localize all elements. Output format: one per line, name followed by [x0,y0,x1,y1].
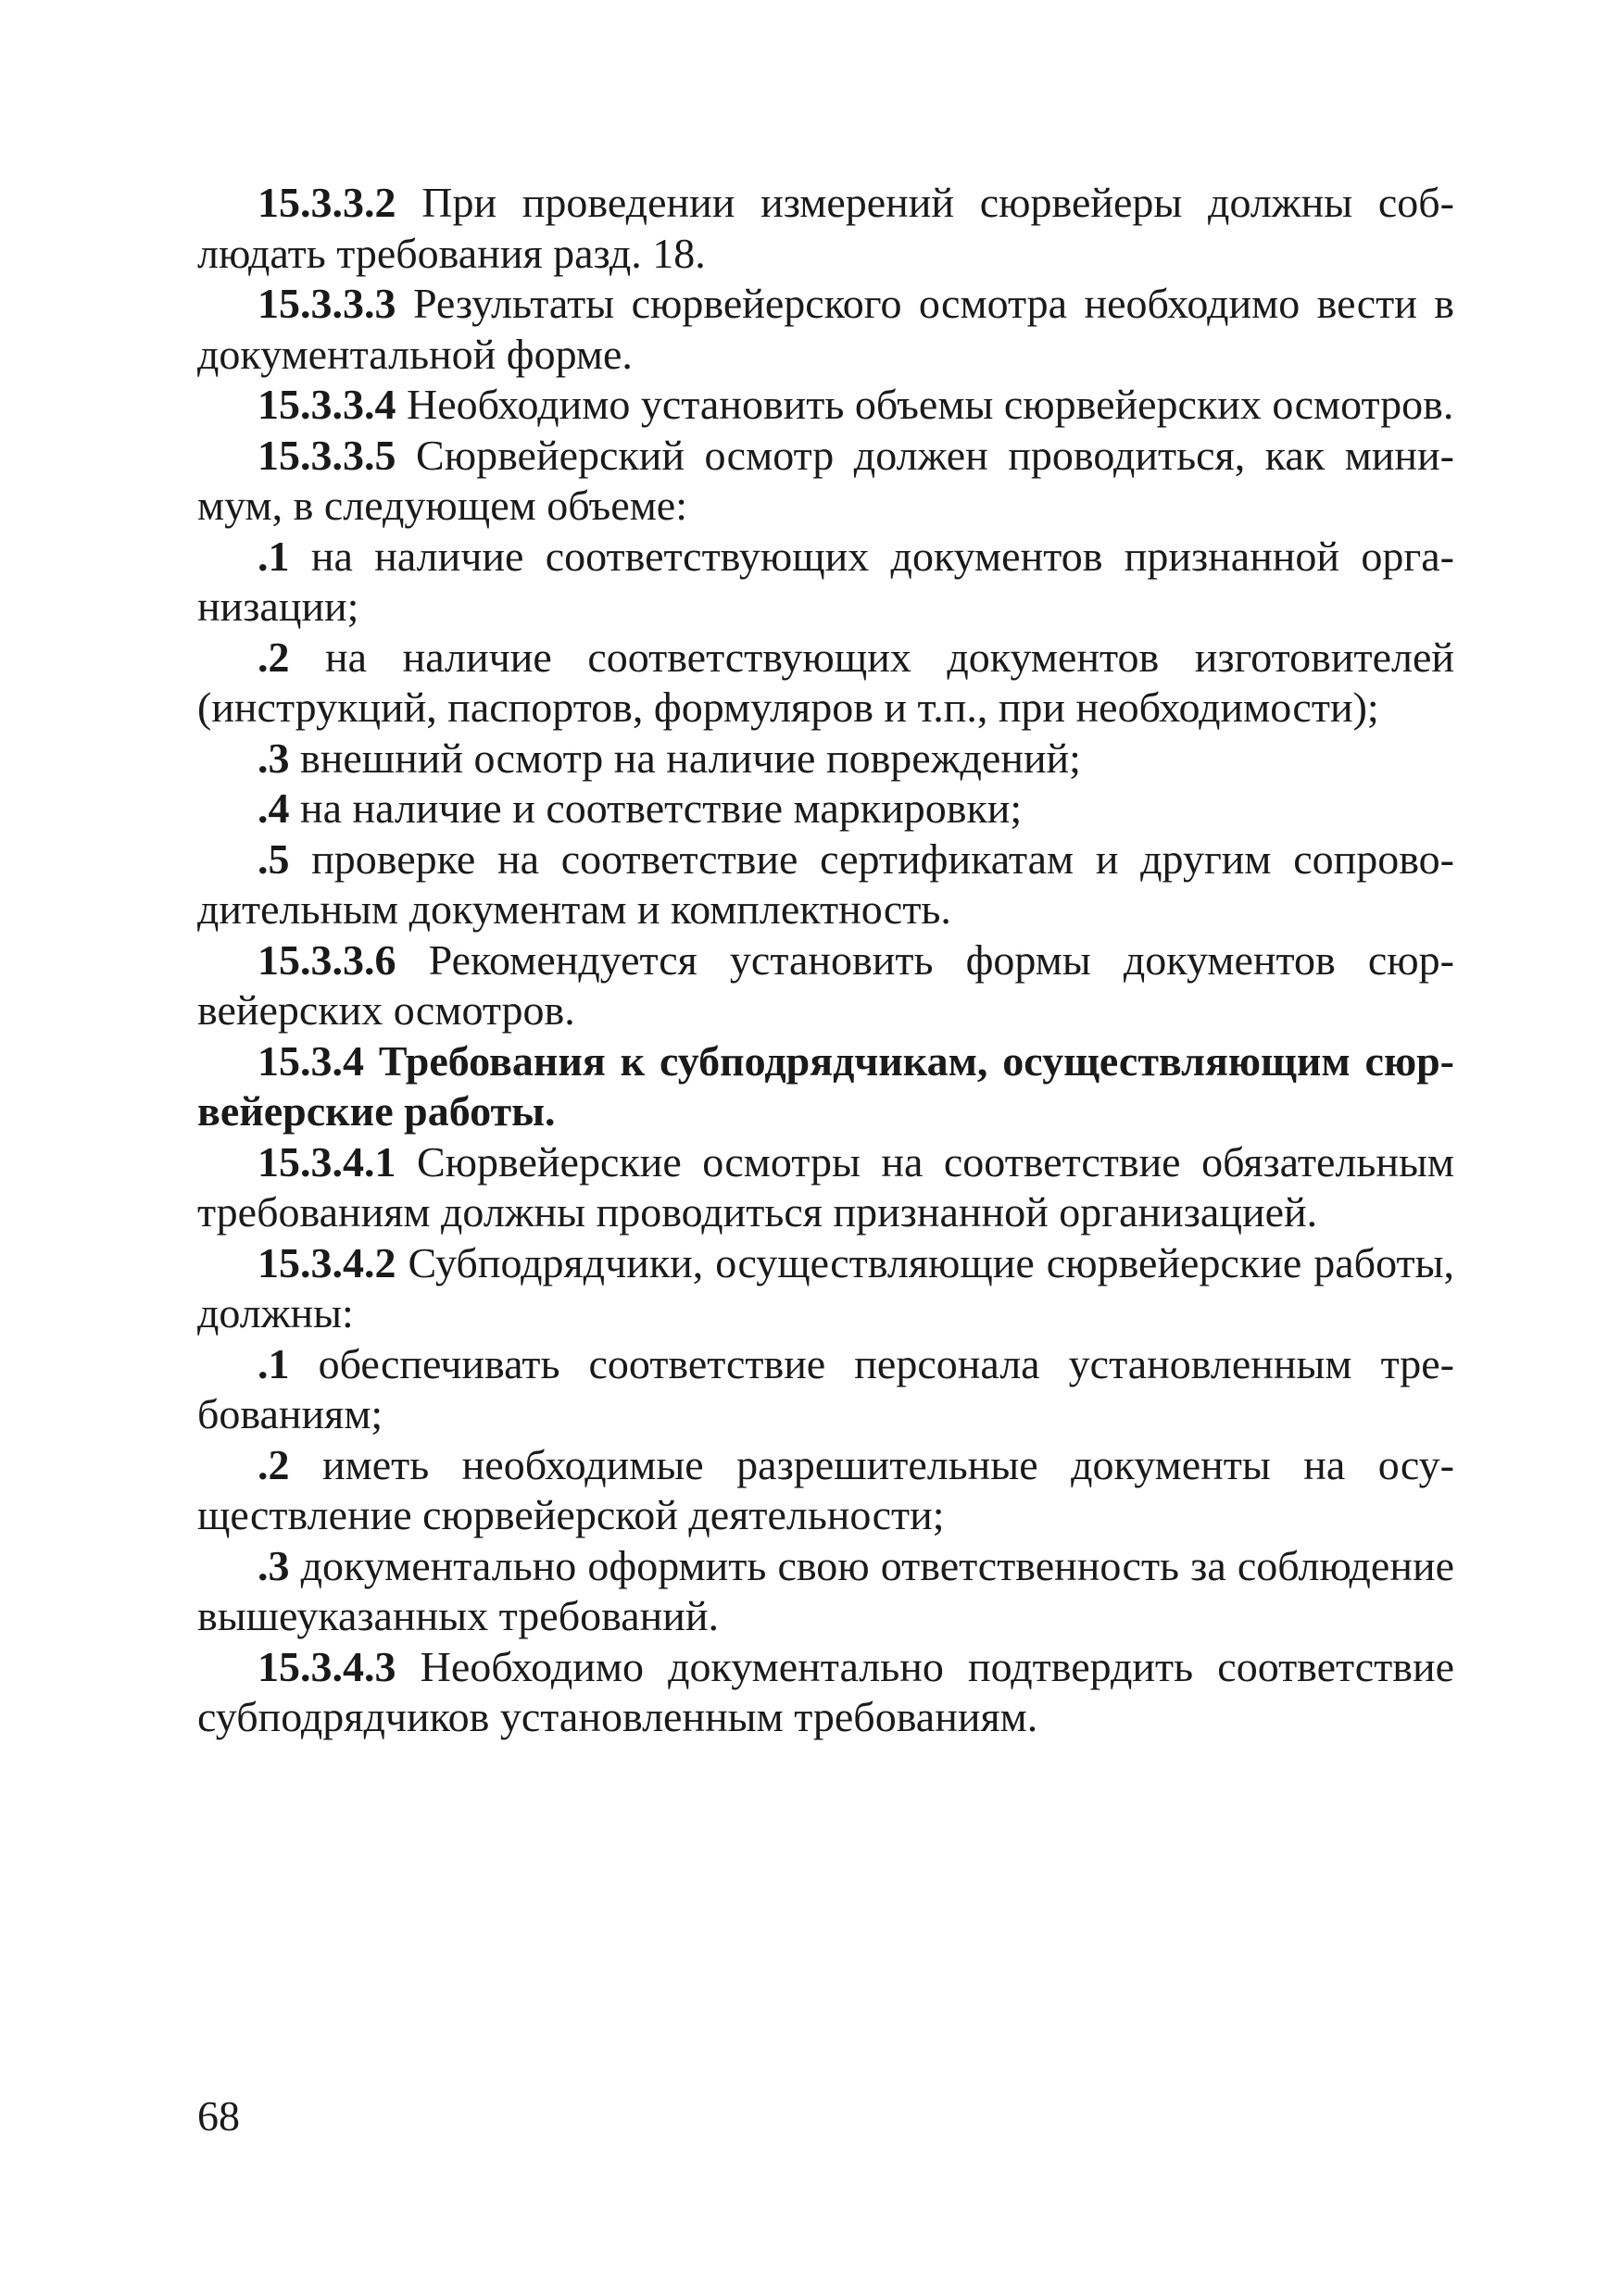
clause-number: 15.3.4.3 [258,1642,396,1690]
list-item-text: документально оформить свою ответственность за соблюдение вышеуказанных требований. [197,1541,1454,1639]
list-marker: .2 [258,633,290,681]
paragraph-text: Субподрядчики, осуществляющие сюрвейерские работы, должны: [197,1238,1454,1336]
clause-number: 15.3.3.3 [258,280,396,327]
paragraph-text: Необходимо документально подтвердить соответствие субподрядчиков установленным требованиям. [197,1642,1454,1740]
list-item-3 [197,734,1454,784]
paragraph-15-3-3-4 [197,380,1454,431]
paragraph-text: При проведении измерений сюрвейеры должны соблюдать требования разд. 18. [197,179,1454,277]
paragraph-text: Необходимо установить объемы сюрвейерских осмотров. [396,381,1454,428]
list-item-2 [197,633,1454,734]
list-marker: .1 [258,1339,290,1387]
list-item-5 [197,834,1454,935]
list-item-text: проверке на соответствие сертификатам и другим сопроводительным документам и комплектность. [197,834,1454,933]
list-marker: .5 [258,834,290,883]
list-item-2 [197,1440,1454,1541]
paragraph-15-3-3-6 [197,935,1454,1036]
clause-number: 15.3.3.6 [258,935,396,984]
list-marker: .3 [258,1541,290,1589]
clause-number: 15.3.3.4 [258,381,396,428]
paragraph-15-3-3-3 [197,279,1454,380]
list-marker: .2 [258,1440,290,1488]
list-item-text: иметь необходимые разрешительные документы на осуществление сюрвейерской деятельности; [197,1440,1454,1538]
page-body [197,178,1454,1743]
list-item-text: на наличие соответствующих документов признанной организации; [197,532,1454,630]
paragraph-text: Сюрвейерский осмотр должен проводиться, как минимум, в следующем объеме: [197,431,1454,529]
paragraph-text: Рекомендуется установить формы документов сюрвейерских осмотров. [197,935,1454,1034]
list-item-4 [197,784,1454,834]
section-heading-text: 15.3.4 Требования к субподрядчикам, осуществляющим сюрвейерские работы. [197,1036,1454,1135]
paragraph-15-3-3-5 [197,431,1454,532]
list-item-text: обеспечивать соответствие персонала установленным требованиям; [197,1339,1454,1437]
list-item-text: на наличие соответствующих документов изготовителей (инструкций, паспортов, формуляров и т.п., при необходимости); [197,633,1454,731]
list-item-1 [197,532,1454,633]
paragraph-15-3-4-1 [197,1137,1454,1238]
list-marker: .3 [258,734,290,782]
paragraph-15-3-3-2 [197,178,1454,279]
clause-number: 15.3.4.1 [258,1137,396,1186]
list-item-3 [197,1541,1454,1642]
list-marker: .4 [258,784,290,832]
paragraph-text: Результаты сюрвейерского осмотра необходимо вести в документальной форме. [197,280,1454,378]
clause-number: 15.3.3.2 [258,179,396,226]
clause-number: 15.3.3.5 [258,431,396,479]
section-heading-15-3-4 [197,1036,1454,1137]
list-marker: .1 [258,532,290,580]
page-number: 68 [197,2092,240,2139]
clause-number: 15.3.4.2 [258,1238,396,1286]
paragraph-15-3-4-3 [197,1642,1454,1743]
list-item-text: внешний осмотр на наличие повреждений; [289,734,1081,782]
paragraph-15-3-4-2 [197,1238,1454,1339]
list-item-1 [197,1339,1454,1440]
paragraph-text: Сюрвейерские осмотры на соответствие обязательным требованиям должны проводиться признанной организацией. [197,1137,1454,1236]
list-item-text: на наличие и соответствие маркировки; [289,784,1023,832]
